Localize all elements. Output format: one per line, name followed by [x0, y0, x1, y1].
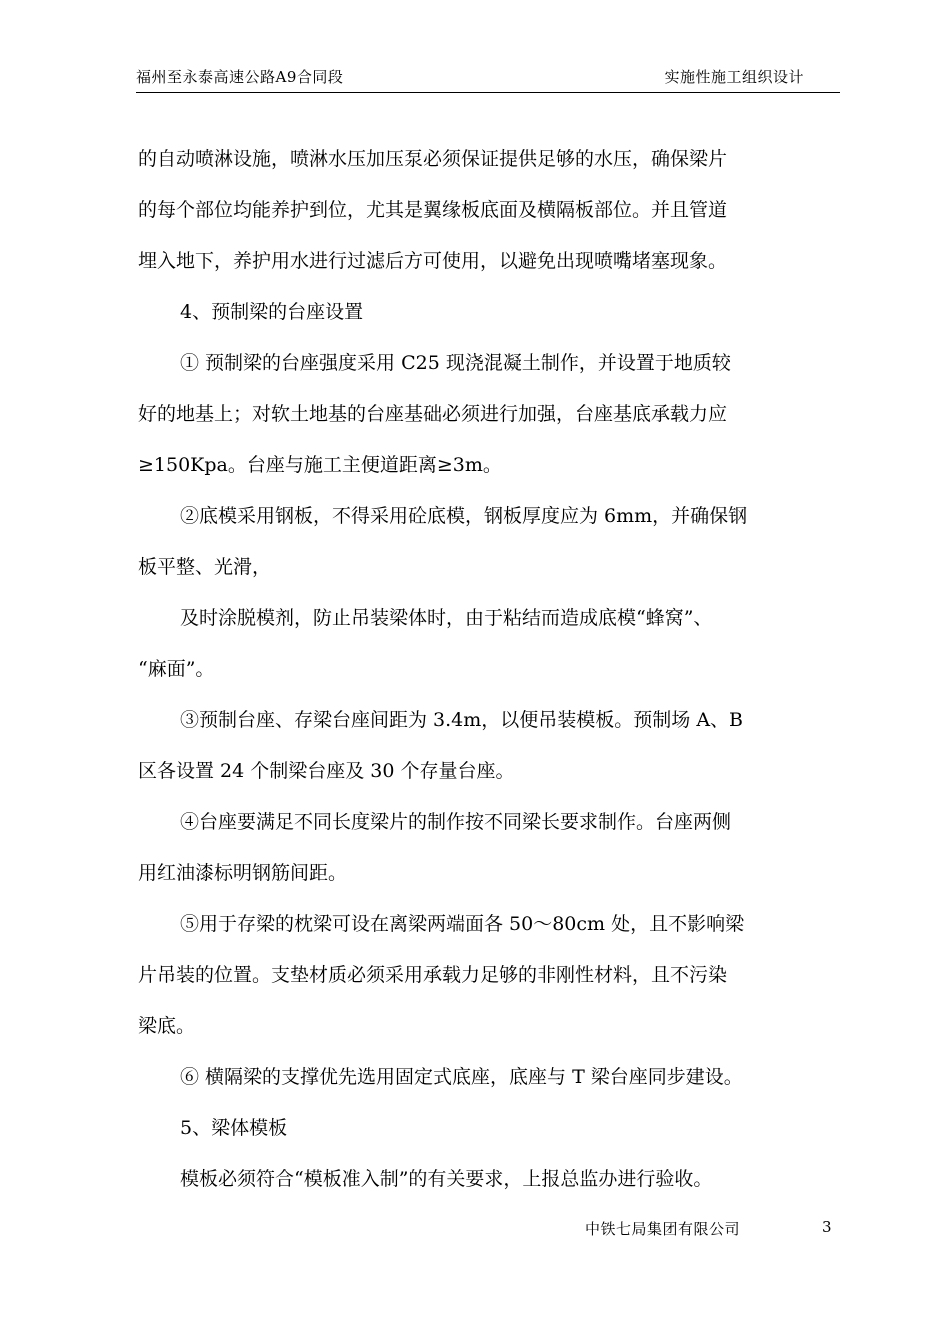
text-line: 模板必须符合“模板准入制”的有关要求，上报总监办进行验收。 [180, 1168, 713, 1190]
text-line: “麻面”。 [138, 658, 215, 680]
text-line: 片吊装的位置。支垫材质必须采用承载力足够的非刚性材料，且不污染 [138, 964, 728, 986]
text-line: ⑥ 横隔梁的支撑优先选用固定式底座，底座与 T 梁台座同步建设。 [180, 1066, 743, 1088]
text-line: 好的地基上；对软土地基的台座基础必须进行加强，台座基底承载力应 [138, 403, 728, 425]
text-line: 板平整、光滑， [138, 556, 272, 578]
page-number: 3 [822, 1218, 832, 1236]
header-project-title: 福州至永泰高速公路A9合同段 [136, 68, 344, 86]
text-line: 及时涂脱模剂，防止吊装梁体时，由于粘结而造成底模“蜂窝”、 [180, 607, 713, 629]
text-line: ≥150Kpa。台座与施工主便道距离≥3m。 [138, 454, 502, 476]
page-header [136, 62, 840, 93]
text-line: ⑤用于存梁的枕梁可设在离梁两端面各 50～80cm 处，且不影响梁 [180, 913, 745, 935]
text-line: ① 预制梁的台座强度采用 C25 现浇混凝土制作，并设置于地质较 [180, 352, 731, 374]
text-line: 梁底。 [138, 1015, 196, 1037]
text-line: ④台座要满足不同长度梁片的制作按不同梁长要求制作。台座两侧 [180, 811, 732, 833]
text-line: ③预制台座、存梁台座间距为 3.4m，以便吊装模板。预制场 A、B [180, 709, 743, 731]
header-document-title: 实施性施工组织设计 [664, 68, 804, 86]
section-heading: 4、预制梁的台座设置 [180, 301, 364, 323]
text-line: 的每个部位均能养护到位，尤其是翼缘板底面及横隔板部位。并且管道 [138, 199, 728, 221]
text-line: 用红油漆标明钢筋间距。 [138, 862, 348, 884]
text-line: 区各设置 24 个制梁台座及 30 个存量台座。 [138, 760, 515, 782]
section-heading: 5、梁体模板 [180, 1117, 288, 1139]
footer-company-name: 中铁七局集团有限公司 [585, 1220, 741, 1238]
document-body [138, 134, 828, 1205]
text-line: 埋入地下，养护用水进行过滤后方可使用，以避免出现喷嘴堵塞现象。 [138, 250, 728, 272]
text-line: ②底模采用钢板，不得采用砼底模，钢板厚度应为 6mm，并确保钢 [180, 505, 748, 527]
text-line: 的自动喷淋设施，喷淋水压加压泵必须保证提供足够的水压，确保梁片 [138, 148, 728, 170]
